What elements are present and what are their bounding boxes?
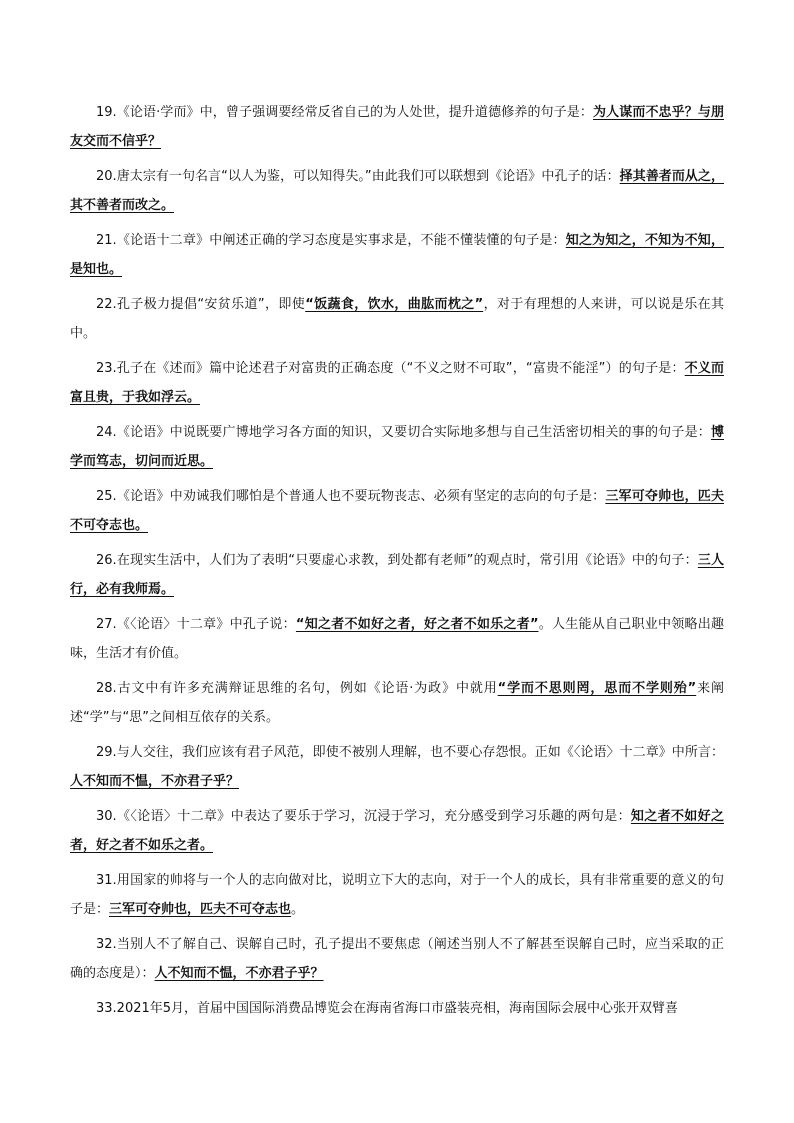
question-text: 25.《论语》中劝诫我们哪怕是个普通人也不要玩物丧志、必须有坚定的志向的句子是： [96,489,606,504]
question-29 [70,738,724,796]
question-text: 33.2021年5月，首届中国国际消费品博览会在海南省海口市盛装亮相，海南国际会展中心张开双臂喜 [96,1001,679,1016]
question-text: 28.古文中有许多充满辩证思维的名句，例如《论语·为政》中就用 [96,681,498,696]
question-26 [70,546,724,604]
question-text: 27.《〈论语〉十二章》中孔子说： [96,617,296,632]
question-list [70,98,724,1029]
answer-text: 三人行，必有我师焉。 [70,553,724,597]
answer-text: 知之为知之，不知为不知，是知也。 [70,233,724,277]
answer-text: 知之者不如好之者，好之者不如乐之者。 [70,809,724,853]
question-31 [70,866,724,924]
answer-text: “知之者不如好之者，好之者不如乐之者” [295,617,539,632]
question-tail: 。人生能从自己职业中领略出趣味，生活才有价值。 [70,617,724,661]
question-text: 31.用国家的帅将与一个人的志向做对比，说明立下大的志向，对于一个人的成长，具有非常重要的意义的句子是： [70,873,724,917]
question-23 [70,354,724,412]
question-22 [70,290,724,348]
answer-text: 择其善者而从之，其不善者而改之。 [70,169,724,213]
question-text: 29.与人交往，我们应该有君子风范，即使不被别人理解，也不要心存怨恨。正如《〈论语〉十二章》中所言： [96,745,724,760]
answer-text: 人不知而不愠，不亦君子乎？ [154,966,324,981]
question-20 [70,162,724,220]
question-text: 32.当别人不了解自己、误解自己时，孔子提出不要焦虑（阐述当别人不了解甚至误解自己时，应当采取的正确的态度是）： [70,937,724,981]
question-33 [70,994,724,1023]
question-text: 20.唐太宗有一句名言“以人为鉴，可以知得失。”由此我们可以联想到《论语》中孔子的话： [96,169,620,184]
answer-text: 三军可夺帅也，匹夫不可夺志也 [109,902,292,917]
question-text: 23.孔子在《述而》篇中论述君子对富贵的正确态度（“不义之财不可取”，“富贵不能淫”）的句子是： [96,361,685,376]
question-text: 30.《〈论语〉十二章》中表达了要乐于学习，沉浸于学习，充分感受到学习乐趣的两句是： [96,809,631,824]
question-30 [70,802,724,860]
answer-text: 不义而富且贵，于我如浮云。 [70,361,724,405]
question-19 [70,98,724,156]
question-text: 24.《论语》中说既要广博地学习各方面的知识，又要切合实际地多想与自己生活密切相关的事的句子是： [96,425,711,440]
answer-text: 三军可夺帅也，匹夫不可夺志也。 [70,489,724,533]
answer-text: 人不知而不愠，不亦君子乎？ [70,774,240,789]
answer-text: 为人谋而不忠乎？与朋友交而不信乎？ [70,105,724,149]
question-21 [70,226,724,284]
question-27 [70,610,724,668]
question-text: 22.孔子极力提倡“安贫乐道”，即使 [96,297,306,312]
question-tail: ，对于有理想的人来讲，可以说是乐在其中。 [70,297,724,341]
question-28 [70,674,724,732]
answer-text: 博学而笃志，切问而近思。 [70,425,724,469]
question-24 [70,418,724,476]
question-32 [70,930,724,988]
question-tail: 。 [291,902,305,917]
question-text: 21.《论语十二章》中阐述正确的学习态度是实事求是，不能不懂装懂的句子是： [96,233,566,248]
answer-text: “饭蔬食，饮水，曲肱而枕之” [305,297,484,312]
answer-text: “学而不思则罔，思而不学则殆” [497,681,697,696]
question-25 [70,482,724,540]
question-text: 26.在现实生活中，人们为了表明“只要虚心求教，到处都有老师”的观点时，常引用《论语》中的句子： [96,553,698,568]
question-text: 19.《论语·学而》中，曾子强调要经常反省自己的为人处世，提升道德修养的句子是： [96,105,593,120]
question-tail: 来阐述“学”与“思”之间相互依存的关系。 [70,681,724,725]
